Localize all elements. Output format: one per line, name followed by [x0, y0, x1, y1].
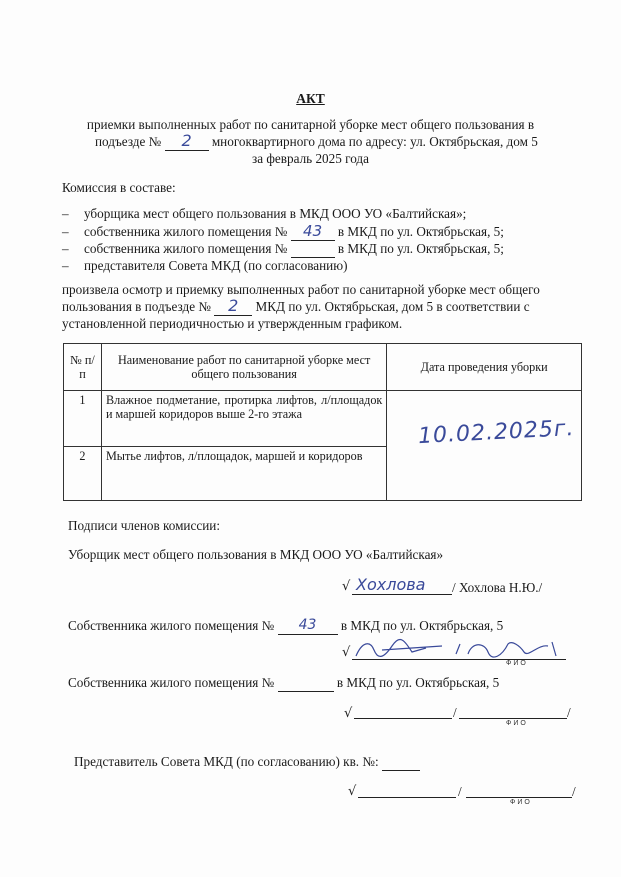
paragraph-line-2-post: МКД по ул. Октябрьская, дом 5 в соответствии с	[255, 299, 530, 314]
list-dash: –	[62, 206, 69, 221]
list-dash: –	[62, 224, 69, 239]
owner-1-signature-label	[68, 618, 503, 635]
header-line-2	[95, 131, 538, 151]
paragraph-line-2-pre: пользования в подъезде №	[62, 299, 211, 314]
row-work: Влажное подметание, протирка лифтов, л/площадок и маршей коридоров выше 2-го этажа	[101, 391, 386, 447]
council-label-text: Представитель Совета МКД (по согласованию) кв. №:	[74, 754, 379, 769]
council-signature-line	[358, 797, 456, 798]
fio-caption: ФИО	[506, 660, 528, 667]
table-header-row	[64, 344, 582, 391]
owner-1-sig-post: в МКД по ул. Октябрьская, 5	[340, 618, 504, 633]
tick-mark: √	[348, 784, 357, 799]
cleaner-signature: Хохлова	[356, 575, 426, 594]
list-dash: –	[62, 241, 69, 256]
paragraph-line-1: произвела осмотр и приемку выполненных работ по санитарной уборке мест общего	[62, 282, 540, 297]
owner-2-pre: собственника жилого помещения №	[84, 241, 288, 256]
slash: /	[572, 784, 576, 799]
header-line-2-pre: подъезде №	[95, 134, 162, 149]
paragraph-entrance-handwritten: 2	[228, 296, 239, 315]
slash: /	[453, 705, 457, 720]
paragraph-entrance-field	[214, 296, 252, 316]
slash: /	[567, 705, 571, 720]
owner-1-post: в МКД по ул. Октябрьская, 5;	[337, 224, 504, 239]
commission-item-cleaner: уборщика мест общего пользования в МКД ООО УО «Балтийская»;	[84, 206, 467, 221]
entrance-number-handwritten: 2	[181, 131, 192, 150]
owner-2-name-line	[459, 718, 567, 719]
commission-heading: Комиссия в составе:	[62, 180, 176, 195]
row-number: 1	[64, 391, 102, 447]
entrance-number-field	[165, 131, 209, 151]
owner-1-sig-apartment-field	[278, 618, 338, 635]
header-line-3: за февраль 2025 года	[252, 151, 369, 166]
paragraph-line-2	[62, 296, 530, 316]
commission-item-council: представителя Совета МКД (по согласованию)	[84, 258, 348, 273]
owner-1-apartment-handwritten: 43	[303, 222, 323, 240]
owner-2-signature-label	[68, 675, 499, 692]
owner-2-signature-line	[354, 718, 452, 719]
list-dash: –	[62, 258, 69, 273]
cleaner-label: Уборщик мест общего пользования в МКД ООО УО «Балтийская»	[68, 547, 444, 562]
header-line-1: приемки выполненных работ по санитарной уборке мест общего пользования в	[86, 117, 535, 132]
header-work-name: Наименование работ по санитарной уборке мест общего пользования	[101, 344, 386, 391]
owner-1-pre: собственника жилого помещения №	[84, 224, 288, 239]
commission-item-owner-2	[84, 241, 504, 258]
commission-item-owner-1	[84, 224, 504, 241]
cleaner-name: / Хохлова Н.Ю./	[452, 580, 543, 595]
handwritten-date: 10.02.2025г.	[417, 415, 576, 450]
document-title: АКТ	[296, 91, 325, 106]
council-apartment-field	[382, 754, 420, 771]
header-line-2-post: многоквартирного дома по адресу: ул. Октябрьская, дом 5	[211, 134, 538, 149]
fio-caption: ФИО	[510, 799, 532, 806]
owner-1-signature-scribble	[352, 636, 568, 662]
owner-2-apartment-field	[291, 241, 335, 258]
owner-2-sig-pre: Собственника жилого помещения №	[68, 675, 275, 690]
header-number: № п/п	[64, 344, 102, 391]
owner-2-post: в МКД по ул. Октябрьская, 5;	[337, 241, 504, 256]
tick-mark: √	[342, 579, 351, 594]
tick-mark: √	[342, 645, 351, 660]
cleaner-signature-line	[352, 594, 452, 595]
row-work: Мытье лифтов, л/площадок, маршей и коридоров	[101, 447, 386, 501]
owner-2-sig-post: в МКД по ул. Октябрьская, 5	[336, 675, 500, 690]
signatures-heading: Подписи членов комиссии:	[68, 518, 220, 533]
paragraph-line-3: установленной периодичностью и утвержденным графиком.	[62, 316, 403, 331]
tick-mark: √	[344, 706, 353, 721]
header-date: Дата проведения уборки	[387, 344, 582, 391]
owner-1-sig-apartment-handwritten: 43	[298, 617, 317, 633]
council-name-line	[466, 797, 572, 798]
row-number: 2	[64, 447, 102, 501]
fio-caption: ФИО	[506, 720, 528, 727]
owner-2-sig-apartment-field	[278, 675, 334, 692]
owner-1-sig-pre: Собственника жилого помещения №	[68, 618, 275, 633]
owner-1-apartment-field	[291, 224, 335, 241]
council-signature-label	[74, 754, 420, 771]
slash: /	[458, 784, 462, 799]
